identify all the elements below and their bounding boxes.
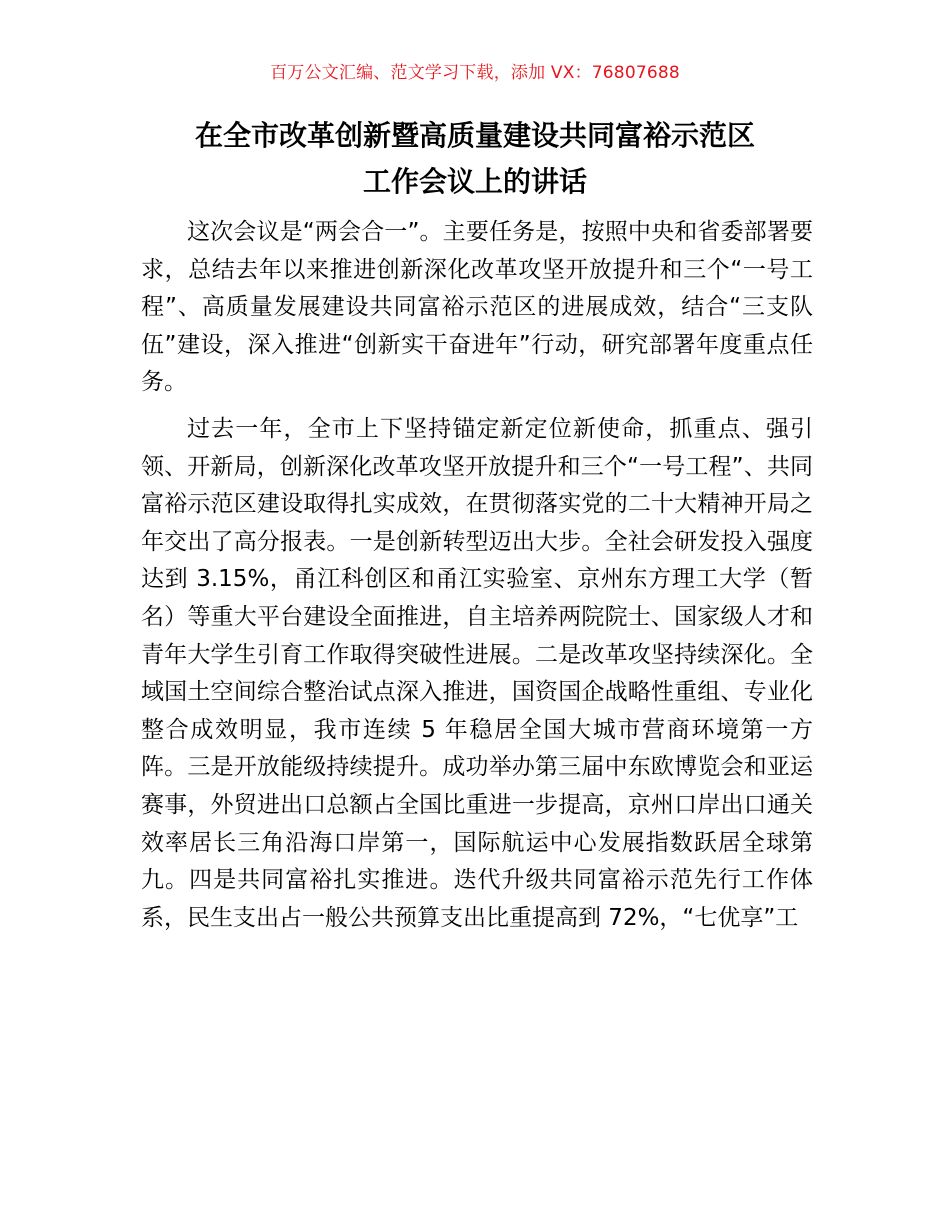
title-line-1: 在全市改革创新暨高质量建设共同富裕示范区: [194, 119, 755, 152]
title-line-2: 工作会议上的讲话: [362, 165, 587, 198]
paragraph-2: 过去一年，全市上下坚持锚定新定位新使命，抓重点、强引领、开新局，创新深化改革攻坚开放提升和三个“一号工程”、共同富裕示范区建设取得扎实成效，在贯彻落实党的二十大精神开局之年交出了高分报表。一是创新转型迈出大步。全社会研发投入强度达到 3.15%，甬江科创区和甬江实验室、京州东方理工大学（暂名）等重大平台建设全面推进，自主培养两院院士、国家级人才和青年大学生引育工作取得突破性进展。二是改革攻坚持续深化。全域国土空间综合整治试点深入推进，国资国企战略性重组、专业化整合成效明显，我市连续 5 年稳居全国大城市营商环境第一方阵。三是开放能级持续提升。成功举办第三届中东欧博览会和亚运赛事，外贸进出口总额占全国比重进一步提高，京州口岸出口通关效率居长三角沿海口岸第一，国际航运中心发展指数跃居全球第九。四是共同富裕扎实推进。迭代升级共同富裕示范先行工作体系，民生支出占一般公共预算支出比重提高到 72%，“七优享”工: [141, 415, 813, 931]
document-body: [141, 214, 813, 937]
header-note: 百万公文汇编、范文学习下载，添加 VX：76807688: [270, 63, 680, 83]
paragraph-1: 这次会议是“两会合一”。主要任务是，按照中央和省委部署要求，总结去年以来推进创新深化改革攻坚开放提升和三个“一号工程”、高质量发展建设共同富裕示范区的进展成效，结合“三支队伍”建设，深入推进“创新实干奋进年”行动，研究部署年度重点任务。: [141, 219, 813, 396]
document-title: [60, 113, 890, 205]
